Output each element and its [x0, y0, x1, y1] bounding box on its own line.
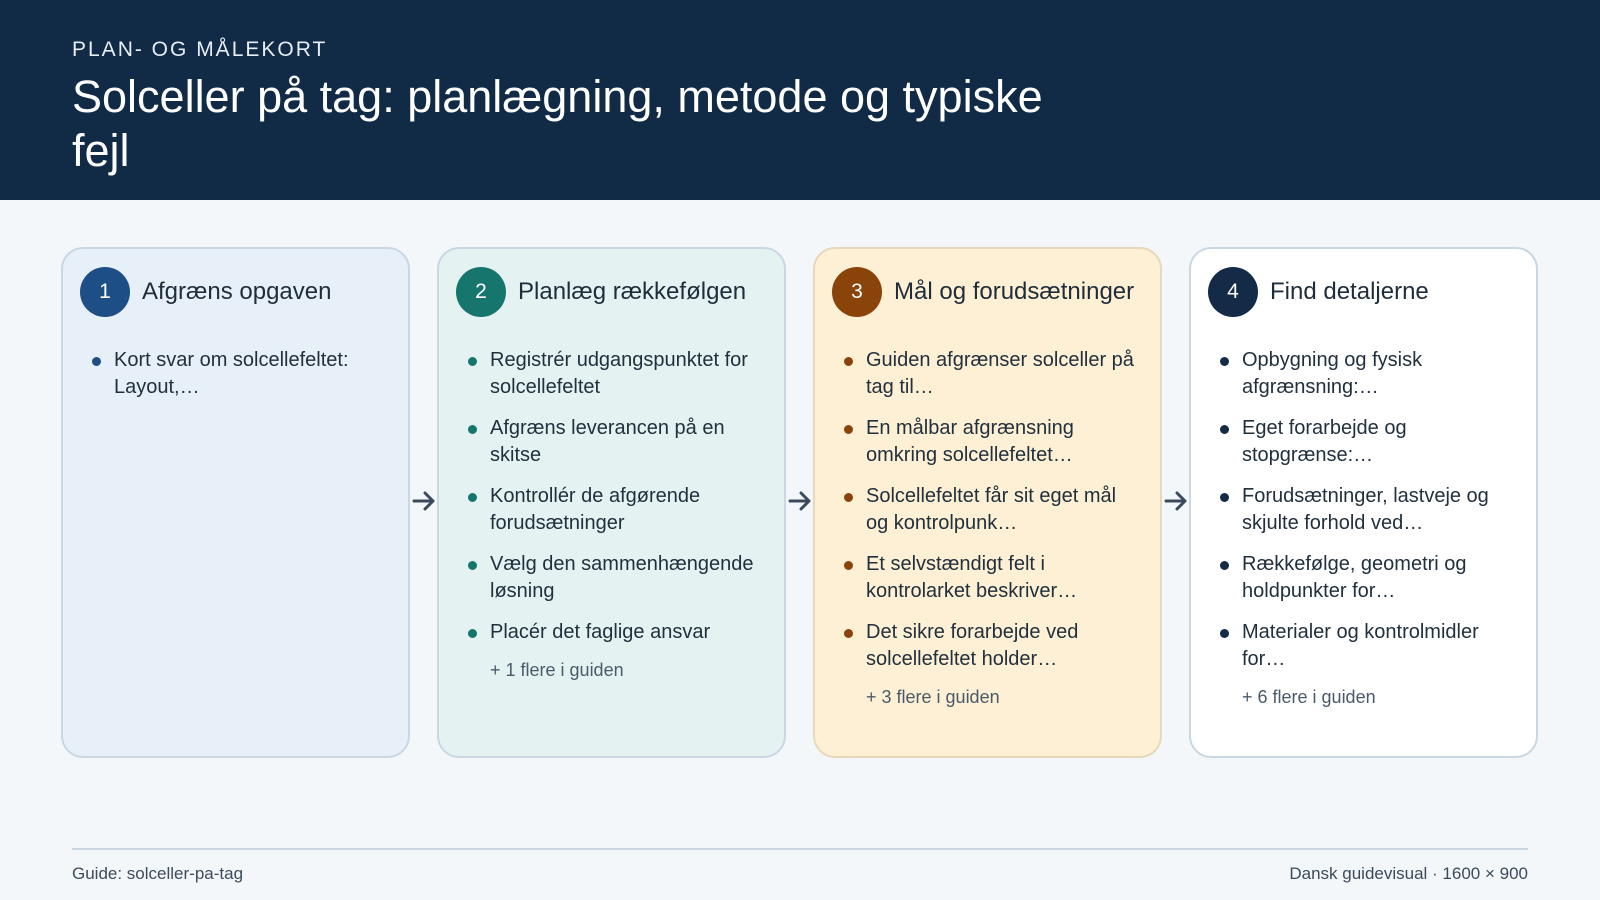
list-item: Kontrollér de afgørende forudsætninger	[468, 483, 766, 537]
step-title: Afgræns opgaven	[142, 278, 332, 305]
step-card-3	[813, 247, 1162, 758]
step-title: Find detaljerne	[1270, 278, 1429, 305]
step-card-header	[832, 267, 1142, 317]
list-item: Et selvstændigt felt i kontrolarket beskriver…	[844, 551, 1142, 605]
list-item: Materialer og kontrolmidler for…	[1220, 619, 1518, 673]
step-number-badge: 3	[832, 267, 882, 317]
step-card-header	[1208, 267, 1518, 317]
header	[0, 0, 1600, 200]
arrow-right-icon	[1163, 488, 1189, 514]
list-item: Det sikre forarbejde ved solcellefeltet holder…	[844, 619, 1142, 673]
step-card-1	[61, 247, 410, 758]
step-item-list	[832, 347, 1142, 673]
step-card-header	[456, 267, 766, 317]
eyebrow-label: PLAN- OG MÅLEKORT	[72, 38, 328, 61]
step-number-badge: 1	[80, 267, 130, 317]
step-item-list	[456, 347, 766, 646]
arrow-right-icon	[411, 488, 437, 514]
step-card-2	[437, 247, 786, 758]
list-item: Afgræns leverancen på en skitse	[468, 415, 766, 469]
footer-meta-label: Dansk guidevisual · 1600 × 900	[1289, 864, 1528, 883]
list-item: Solcellefeltet får sit eget mål og kontrolpunk…	[844, 483, 1142, 537]
step-card-header	[80, 267, 390, 317]
step-item-list	[80, 347, 390, 401]
footer-divider	[72, 848, 1528, 850]
list-item: Eget forarbejde og stopgrænse:…	[1220, 415, 1518, 469]
list-item: Kort svar om solcellefeltet: Layout,…	[92, 347, 390, 401]
step-number-badge: 2	[456, 267, 506, 317]
list-item: Vælg den sammenhængende løsning	[468, 551, 766, 605]
list-item: Placér det faglige ansvar	[468, 619, 766, 646]
footer-guide-label: Guide: solceller-pa-tag	[72, 864, 244, 883]
step-title: Mål og forudsætninger	[894, 278, 1135, 305]
list-item: Rækkefølge, geometri og holdpunkter for…	[1220, 551, 1518, 605]
list-item: Registrér udgangspunktet for solcellefeltet	[468, 347, 766, 401]
step-title: Planlæg rækkefølgen	[518, 278, 747, 305]
list-item: Guiden afgrænser solceller på tag til…	[844, 347, 1142, 401]
process-board	[0, 200, 1600, 900]
list-item: Forudsætninger, lastveje og skjulte forhold ved…	[1220, 483, 1518, 537]
list-item: Opbygning og fysisk afgrænsning:…	[1220, 347, 1518, 401]
arrow-right-icon	[787, 488, 813, 514]
more-in-guide-note: + 6 flere i guiden	[1242, 687, 1376, 707]
page-title: Solceller på tag: planlægning, metode og typiske fejl	[72, 71, 1043, 176]
step-item-list	[1208, 347, 1518, 673]
list-item: En målbar afgrænsning omkring solcellefeltet…	[844, 415, 1142, 469]
more-in-guide-note: + 3 flere i guiden	[866, 687, 1000, 707]
step-number-badge: 4	[1208, 267, 1258, 317]
step-card-4	[1189, 247, 1538, 758]
more-in-guide-note: + 1 flere i guiden	[490, 660, 624, 680]
